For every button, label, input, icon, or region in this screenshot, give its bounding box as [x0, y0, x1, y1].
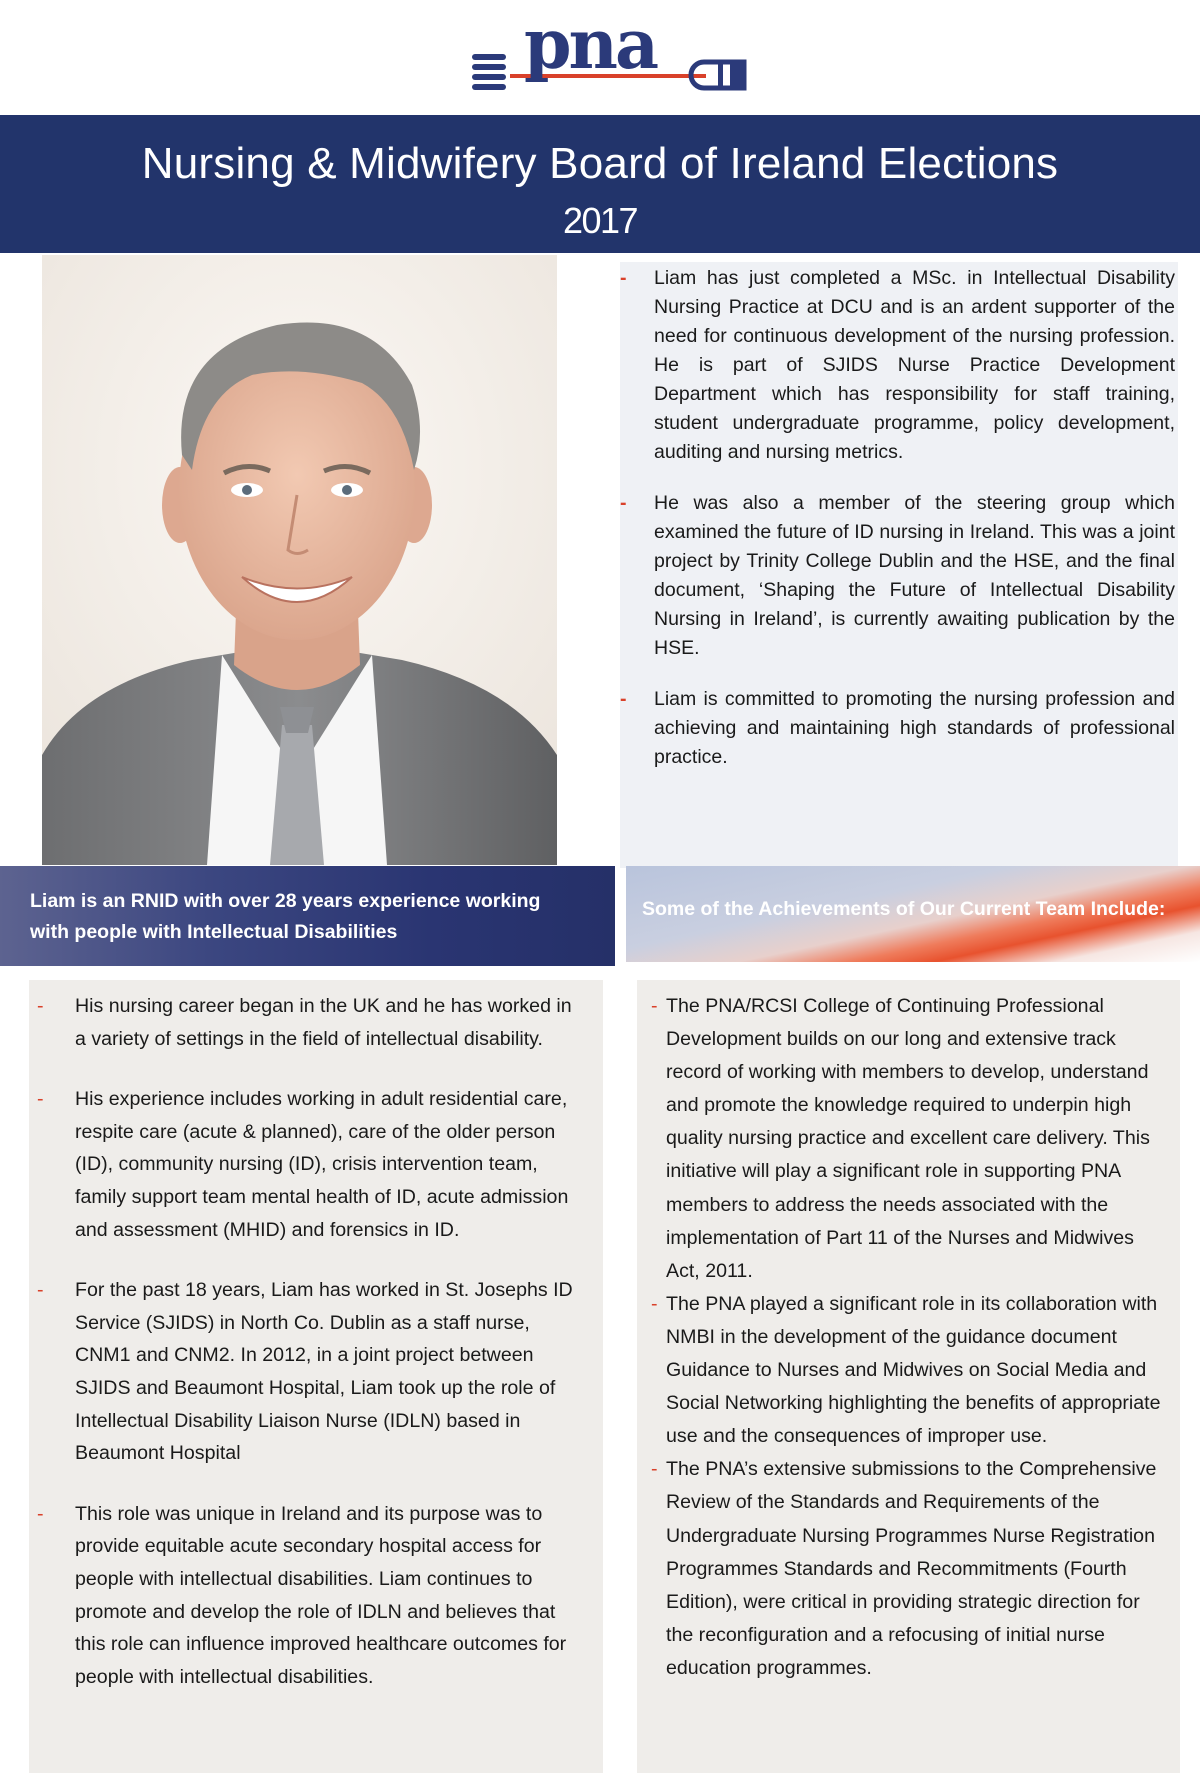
achievement-text: The PNA’s extensive submissions to the Comprehensive Review of the Standards and Requirements of the Undergraduate Nursing Programmes Nurse Registration Programmes Standards and Recommitments (Fourth Edition), were critical in providing strategic direction for the reconfiguration and a refocusing of initial nurse education programmes. — [666, 1458, 1157, 1679]
pna-wordmark: pna — [524, 10, 657, 85]
bullet-dash: - — [620, 267, 627, 289]
intro-text: He was also a member of the steering group which examined the future of ID nursing in Ireland. This was a joint project by Trinity College Dublin and the HSE, and the final document, ‘Shaping the Future of Intellectual Disability Nursing in Ireland’, is currently awaiting publication by the HSE. — [654, 492, 1175, 659]
banner-line: with people with Intellectual Disabilities — [30, 921, 398, 943]
achievement-text: The PNA/RCSI College of Continuing Professional Development builds on our long and extensive track record of working with members to develop, understand and promote the knowledge required to underpin high quality nursing practice and excellent care delivery. This initiative will play a significant role in supporting PNA members to address the needs associated with the implementation of Part 11 of the Nurses and Midwives Act, 2011. — [666, 995, 1150, 1282]
bullet-dash: - — [37, 995, 44, 1017]
experience-item — [34, 1498, 587, 1694]
page-header — [0, 115, 1200, 253]
bullet-dash: - — [37, 1279, 44, 1302]
bullet-dash: - — [37, 1088, 44, 1111]
achievements-banner — [626, 866, 1200, 962]
intro-text: Liam is committed to promoting the nursing profession and achieving and maintaining high standards of professional practice. — [654, 688, 1175, 768]
candidate-intro — [620, 262, 1178, 868]
intro-text: Liam has just completed a MSc. in Intellectual Disability Nursing Practice at DCU and is an ardent supporter of the need for continuous development of the nursing profession. He is part of SJIDS Nurse Practice Development Department which has responsibility for staff training, student undergraduate programme, policy development, auditing and nursing metrics. — [654, 267, 1175, 463]
experience-text: This role was unique in Ireland and its purpose was to provide equitable acute secondary hospital access for people with intellectual disabilities. Liam continues to promote and develop the role of IDLN and believes that this role can influence improved healthcare outcomes for people with intellectual disabilities. — [75, 1502, 567, 1688]
page-title: Nursing & Midwifery Board of Ireland Elections — [141, 139, 1059, 188]
candidate-photo — [42, 255, 557, 865]
achievement-text: The PNA played a significant role in its collaboration with NMBI in the development of the guidance document Guidance to Nurses and Midwives on Social Media and Social Networking highlighting the benefits of appropriate use and the consequences of improper use. — [666, 1292, 1161, 1448]
experience-item — [34, 1083, 587, 1246]
pna-logo — [466, 10, 770, 96]
achievement-item — [651, 990, 1162, 1288]
intro-item — [620, 264, 1175, 467]
bullet-dash: - — [620, 688, 627, 710]
achievement-item — [651, 1288, 1162, 1453]
candidate-summary-banner — [0, 866, 615, 966]
intro-item — [620, 685, 1175, 772]
banner-line: Liam is an RNID with over 28 years experience working — [30, 890, 541, 912]
experience-item — [34, 1274, 587, 1470]
portrait-illustration — [42, 255, 557, 865]
bullet-dash: - — [651, 1458, 658, 1481]
experience-section — [29, 980, 603, 1773]
election-year: 2017 — [562, 200, 638, 241]
bullet-dash: - — [37, 1502, 44, 1525]
bullet-dash: - — [651, 1292, 658, 1315]
pna-logo-graphic — [466, 10, 770, 96]
bullet-dash: - — [651, 995, 658, 1017]
achievements-heading: Some of the Achievements of Our Current Team Include: — [642, 898, 1166, 920]
experience-item — [34, 990, 587, 1055]
achievements-section — [637, 980, 1180, 1773]
experience-text: For the past 18 years, Liam has worked in St. Josephs ID Service (SJIDS) in North Co. Dublin as a staff nurse, CNM1 and CNM2. In 2012, in a joint project between SJIDS and Beaumont Hospital, Liam took up the role of Intellectual Disability Liaison Nurse (IDLN) based in Beaumont Hospital — [75, 1279, 573, 1465]
experience-text: His experience includes working in adult residential care, respite care (acute & planned), care of the older person (ID), community nursing (ID), crisis intervention team, family support team mental health of ID, acute admission and assessment (MHID) and forensics in ID. — [75, 1088, 569, 1241]
bullet-dash: - — [620, 492, 627, 514]
achievement-item — [651, 1453, 1162, 1685]
intro-item — [620, 489, 1175, 663]
experience-text: His nursing career began in the UK and he has worked in a variety of settings in the field of intellectual disability. — [75, 995, 572, 1050]
